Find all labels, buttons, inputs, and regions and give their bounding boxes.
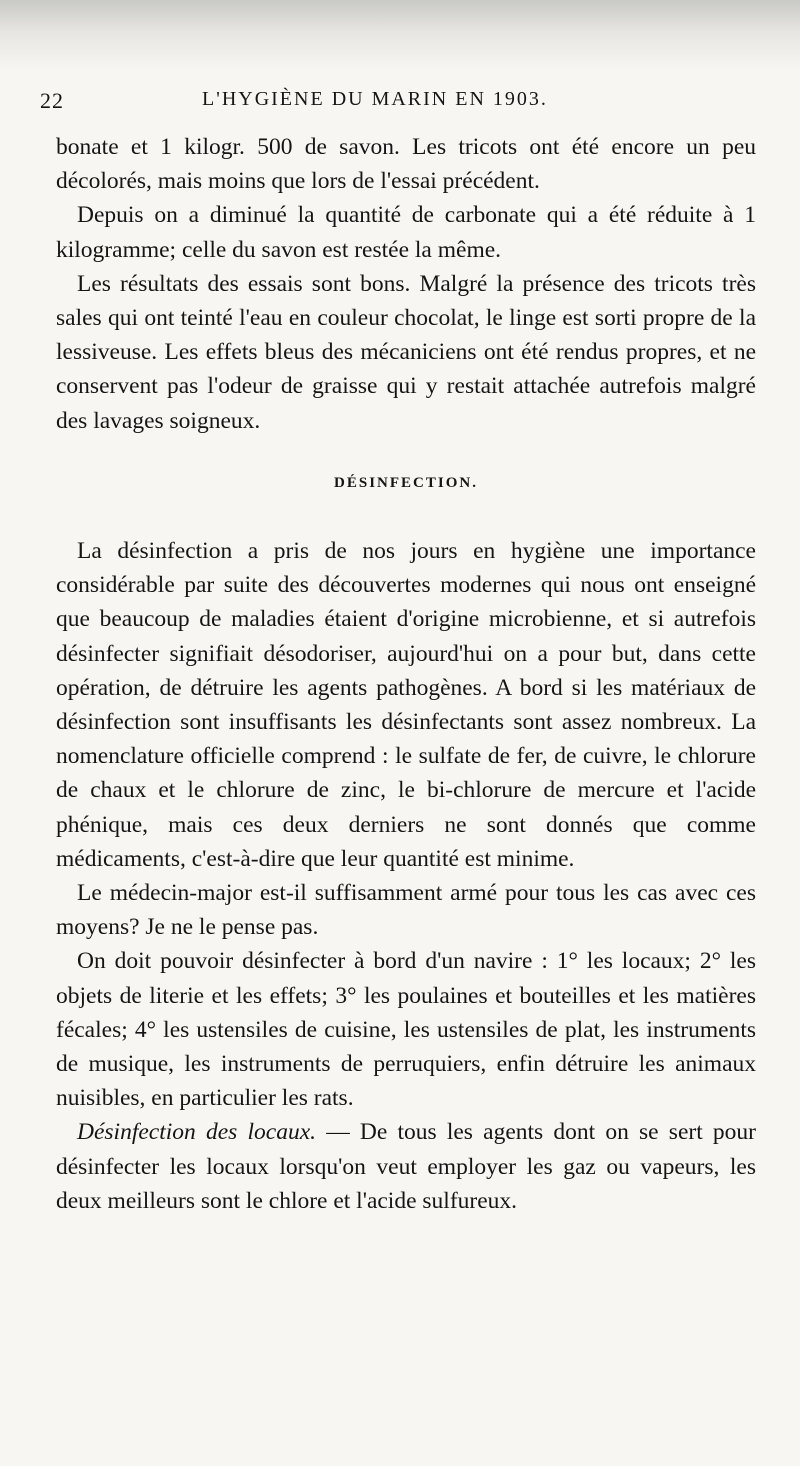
paragraph: Depuis on a diminué la quantité de carbonate qui a été réduite à 1 kilogramme; celle du savon est restée la même. bbox=[56, 202, 756, 263]
paragraph-continuation: bonate et 1 kilogr. 500 de savon. Les tricots ont été encore un peu décolorés, mais moins que lors de l'essai précédent. bbox=[56, 134, 756, 195]
page-number: 22 bbox=[40, 88, 64, 113]
section-heading: DÉSINFECTION. bbox=[334, 474, 478, 491]
page-top-shadow bbox=[0, 0, 800, 70]
paragraph: Les résultats des essais sont bons. Malgré la présence des tricots très sales qui ont teinté l'eau en couleur chocolat, le linge est sorti propre de la lessiveuse. Les effets bleus des mécaniciens ont été rendus propres, et ne conservent pas l'odeur de graisse qui y restait attachée autrefois malgré des lavages soigneux. bbox=[56, 270, 756, 434]
paragraph: Le médecin-major est-il suffisamment armé pour tous les cas avec ces moyens? Je ne le pense pas. bbox=[56, 880, 756, 941]
subsection-text: De tous les agents dont on se sert pour désinfecter les locaux lorsqu'on veut employer les gaz ou vapeurs, les deux meilleurs sont le chlore et l'acide sulfureux. bbox=[56, 1119, 756, 1214]
page-body bbox=[56, 130, 756, 1218]
running-title: L'HYGIÈNE DU MARIN EN 1903. bbox=[202, 88, 548, 110]
subsection-dash: — bbox=[316, 1119, 360, 1146]
paragraph: On doit pouvoir désinfecter à bord d'un navire : 1° les locaux; 2° les objets de literie et les effets; 3° les poulaines et bouteilles et les matières fécales; 4° les ustensiles de cuisine, les ustensiles de plat, les instruments de musique, les instruments de perruquiers, enfin détruire les animaux nuisibles, en particulier les rats. bbox=[56, 948, 756, 1112]
subsection-title: Désinfection des locaux. bbox=[77, 1119, 316, 1146]
page-header bbox=[40, 88, 760, 118]
paragraph: La désinfection a pris de nos jours en hygiène une importance considérable par suite des découvertes modernes qui nous ont enseigné que beaucoup de maladies étaient d'origine microbienne, et si autrefois désinfecter signifiait désodoriser, aujourd'hui on a pour but, dans cette opération, de détruire les agents pathogènes. A bord si les matériaux de désinfection sont insuffisants les désinfectants sont assez nombreux. La nomenclature officielle comprend : le sulfate de fer, de cuivre, le chlorure de chaux et le chlorure de zinc, le bi-chlorure de mercure et l'acide phénique, mais ces deux derniers ne sont donnés que comme médicaments, c'est-à-dire que leur quantité est minime. bbox=[56, 538, 756, 872]
subsection-paragraph bbox=[56, 1115, 756, 1218]
